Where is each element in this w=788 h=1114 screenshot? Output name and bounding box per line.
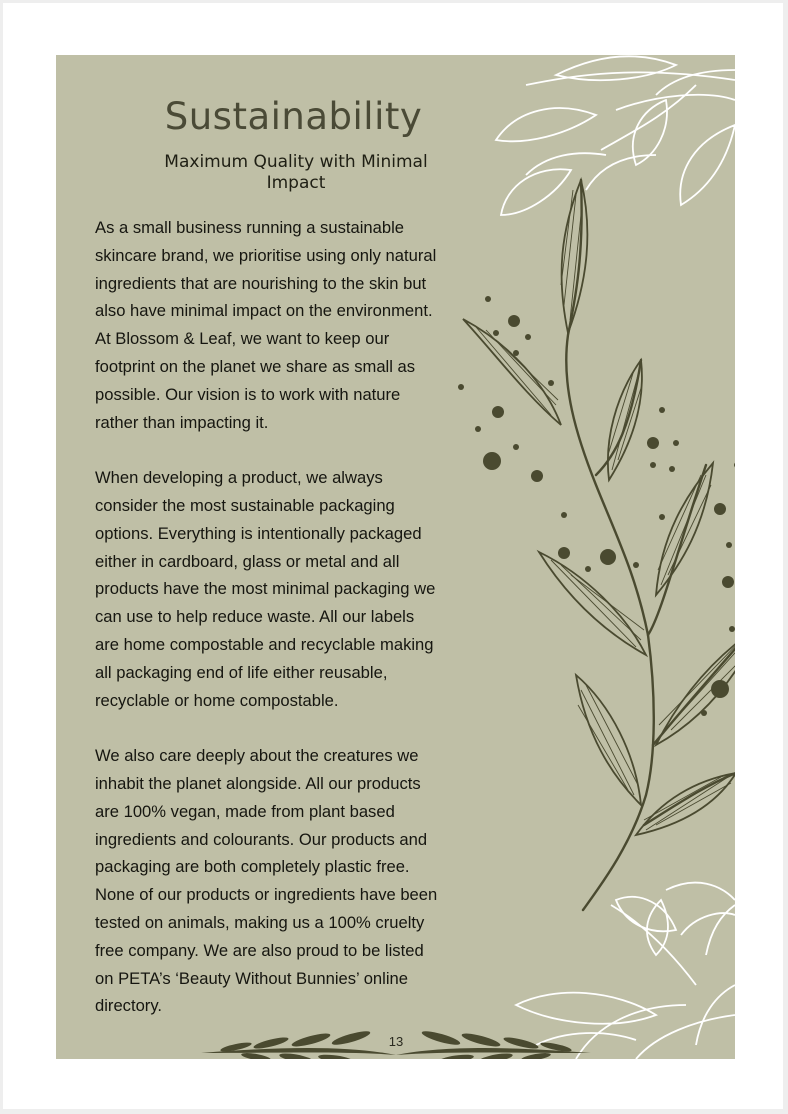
paragraph-vegan-cruelty-free: We also care deeply about the creatures we inhabit the planet alongside. All our products are 100% vegan, made from plant based ingredients and colourants. Our products and packaging are both completely plastic free. None of our products or ingredients have been tested on animals, making us a 100% cruelty free company. We are also proud to be listed on PETA’s ‘Beauty Without Bunnies’ online directory. xyxy=(95,746,438,1016)
paragraph-packaging: When developing a product, we always consider the most sustainable packaging options. Everything is intentionally packaged either in cardboard, glass or metal and all products have the most minimal packaging we can use to help reduce waste. All our labels are home compostable and recyclable making all packaging end of life either reusable, recyclable or home compostable. xyxy=(95,468,436,710)
content-panel xyxy=(56,55,735,1059)
paragraph-natural-ingredients: As a small business running a sustainable skincare brand, we prioritise using only natural ingredients that are nourishing to the skin but also have minimal impact on the environment. At Blossom & Leaf, we want to keep our footprint on the planet we share as small as possible. Our vision is to work with nature rather than impacting it. xyxy=(95,218,437,432)
body-text xyxy=(95,214,465,1048)
page-number: 13 xyxy=(388,1034,404,1049)
document-page xyxy=(3,3,783,1109)
page-title: Sustainability xyxy=(164,95,423,138)
page-subtitle: Maximum Quality with Minimal Impact xyxy=(164,152,428,193)
